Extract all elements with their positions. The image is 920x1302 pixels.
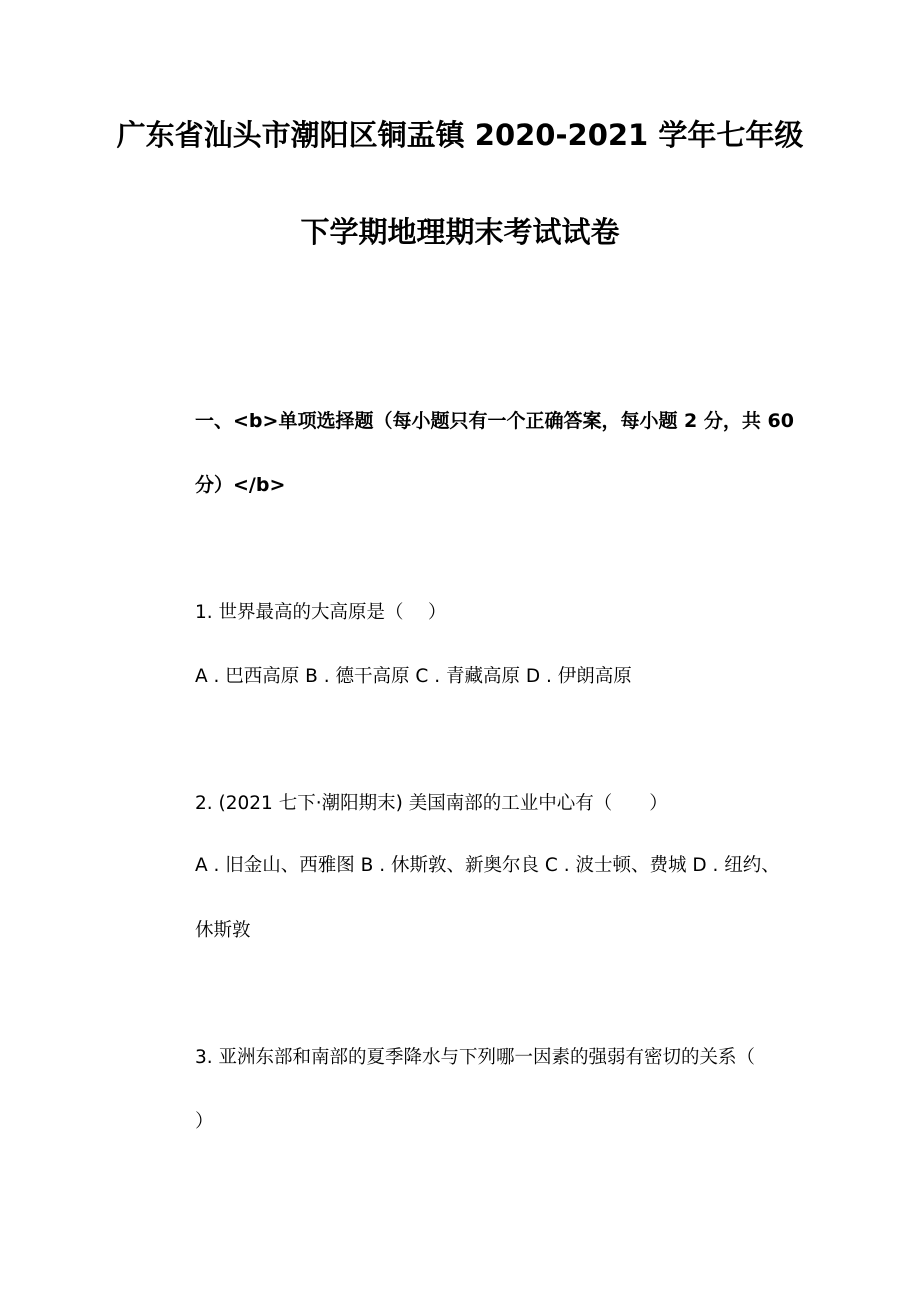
- section-heading-line-1: 一、<b>单项选择题（每小题只有一个正确答案，每小题 2 分，共 60: [195, 410, 794, 432]
- document-title-line-2: 下学期地理期末考试试卷: [300, 215, 620, 249]
- question-1-options: A . 巴西高原 B . 德干高原 C . 青藏高原 D . 伊朗高原: [195, 666, 632, 687]
- question-3-stem: 3. 亚洲东部和南部的夏季降水与下列哪一因素的强弱有密切的关系（: [195, 1047, 756, 1068]
- question-2-options-line-2: 休斯敦: [195, 920, 251, 941]
- question-1-stem: 1. 世界最高的大高原是（ ）: [195, 602, 447, 623]
- section-heading-line-2: 分）</b>: [195, 474, 286, 496]
- document-title-line-1: 广东省汕头市潮阳区铜盂镇 2020-2021 学年七年级: [116, 118, 804, 152]
- question-3-stem-line-2: ）: [195, 1111, 214, 1132]
- question-2-stem: 2. (2021 七下·潮阳期末) 美国南部的工业中心有（ ）: [195, 793, 668, 814]
- question-2-options-line-1: A . 旧金山、西雅图 B . 休斯敦、新奥尔良 C . 波士顿、费城 D . 纽约、: [195, 855, 780, 876]
